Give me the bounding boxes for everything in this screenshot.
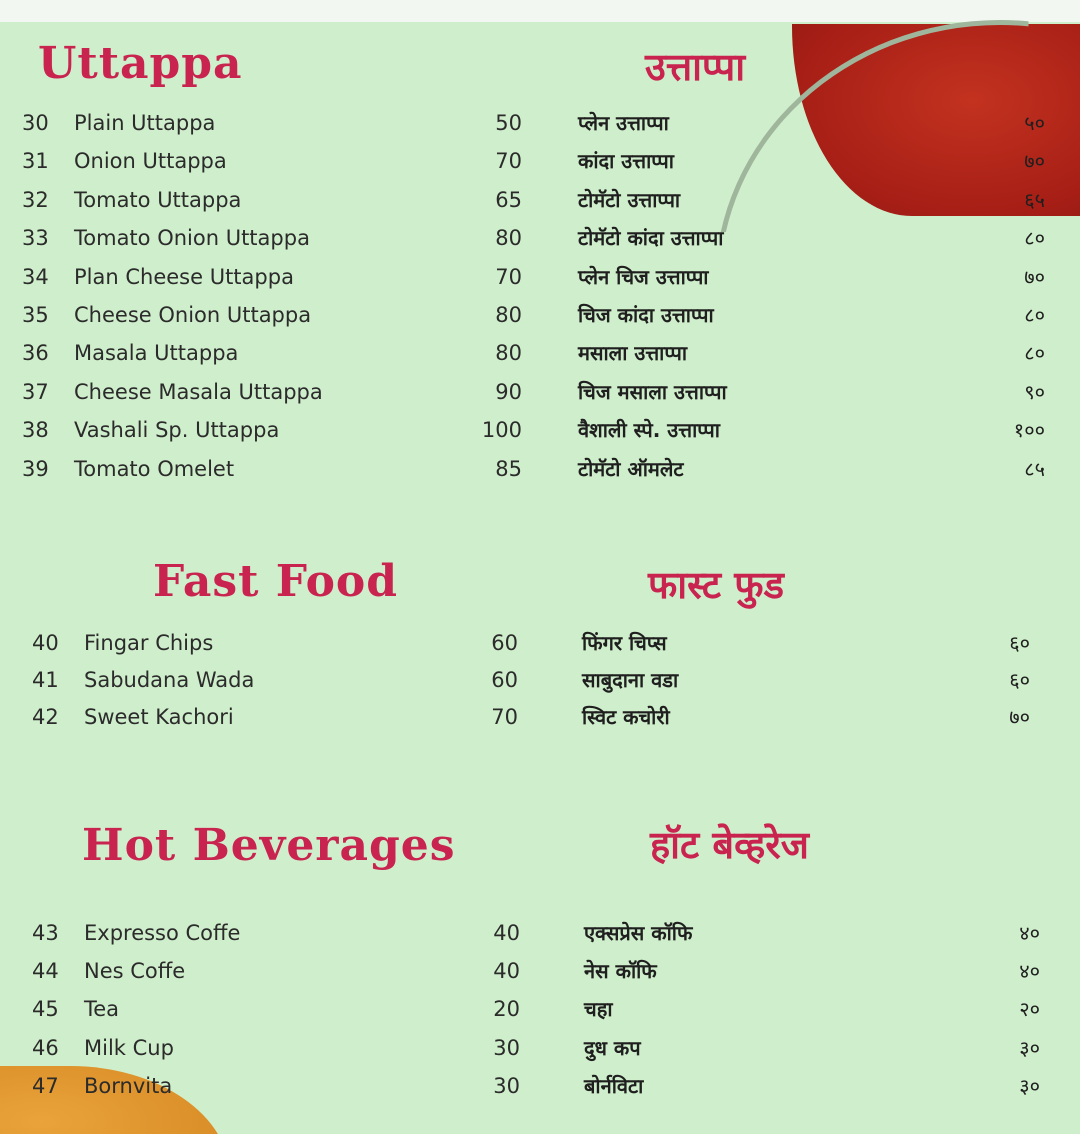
item-price: 60 bbox=[491, 668, 518, 692]
item-price-marathi: २० bbox=[1019, 997, 1040, 1022]
menu-item-row bbox=[0, 223, 1080, 253]
item-price-marathi: ८० bbox=[1024, 303, 1045, 327]
item-name-marathi: कांदा उत्ताप्पा bbox=[578, 149, 674, 174]
item-name: Cheese Masala Uttappa bbox=[74, 379, 323, 404]
menu-item-row bbox=[0, 918, 1080, 948]
item-price-marathi: ३० bbox=[1019, 1035, 1040, 1060]
item-price: 30 bbox=[493, 1073, 520, 1098]
item-name-marathi: चिज कांदा उत्ताप्पा bbox=[578, 303, 714, 327]
item-price-marathi: ८० bbox=[1024, 341, 1045, 366]
item-name: Fingar Chips bbox=[84, 631, 214, 655]
item-name: Tomato Omelet bbox=[74, 456, 235, 481]
item-name-marathi: टोमॅटो ऑमलेट bbox=[578, 456, 684, 481]
section-title-fast-food: Fast Food bbox=[153, 556, 399, 607]
item-number: 44 bbox=[32, 959, 59, 984]
menu-item-row bbox=[0, 300, 1080, 330]
menu-item-row bbox=[0, 1071, 1080, 1101]
item-price-marathi: ८५ bbox=[1024, 456, 1045, 481]
item-number: 35 bbox=[22, 303, 49, 327]
item-name: Tea bbox=[84, 997, 120, 1022]
item-number: 32 bbox=[22, 187, 49, 212]
menu-item-row bbox=[0, 185, 1080, 215]
item-name: Expresso Coffe bbox=[84, 921, 241, 945]
item-price: 100 bbox=[481, 418, 522, 443]
menu-item-row bbox=[0, 108, 1080, 138]
item-price-marathi: ३० bbox=[1019, 1073, 1040, 1098]
item-price: 40 bbox=[493, 921, 520, 945]
section-title-hot-beverages: Hot Beverages bbox=[82, 820, 456, 871]
item-name-marathi: प्लेन उत्ताप्पा bbox=[578, 111, 669, 135]
item-name: Vashali Sp. Uttappa bbox=[74, 418, 280, 443]
item-name-marathi: चिज मसाला उत्ताप्पा bbox=[578, 379, 727, 404]
item-name-marathi: साबुदाना वडा bbox=[582, 668, 679, 692]
item-name: Plan Cheese Uttappa bbox=[74, 264, 294, 289]
item-price-marathi: ४० bbox=[1019, 921, 1040, 945]
item-price: 50 bbox=[495, 111, 522, 135]
item-price: 60 bbox=[491, 631, 518, 655]
item-name-marathi: चहा bbox=[584, 997, 613, 1022]
item-price: 65 bbox=[495, 187, 522, 212]
item-number: 45 bbox=[32, 997, 59, 1022]
item-number: 33 bbox=[22, 226, 49, 251]
item-name: Tomato Uttappa bbox=[74, 187, 242, 212]
item-price-marathi: ७० bbox=[1009, 705, 1030, 729]
item-price: 80 bbox=[495, 226, 522, 251]
item-price: 90 bbox=[495, 379, 522, 404]
menu-item-row bbox=[0, 665, 1080, 695]
item-name: Milk Cup bbox=[84, 1035, 174, 1060]
menu-item-row bbox=[0, 994, 1080, 1024]
item-price: 40 bbox=[493, 959, 520, 984]
section-title-fast-food-marathi: फास्ट फुड bbox=[648, 563, 784, 607]
item-name: Sweet Kachori bbox=[84, 705, 234, 729]
item-name: Cheese Onion Uttappa bbox=[74, 303, 312, 327]
item-number: 46 bbox=[32, 1035, 59, 1060]
menu-item-row bbox=[0, 628, 1080, 658]
item-name-marathi: मसाला उत्ताप्पा bbox=[578, 341, 688, 366]
item-price: 80 bbox=[495, 303, 522, 327]
item-price-marathi: ७० bbox=[1024, 264, 1045, 289]
item-number: 39 bbox=[22, 456, 49, 481]
item-name: Plain Uttappa bbox=[74, 111, 216, 135]
item-name-marathi: एक्सप्रेस कॉफि bbox=[584, 921, 693, 945]
item-price: 70 bbox=[491, 705, 518, 729]
item-price-marathi: ४० bbox=[1019, 959, 1040, 984]
item-price-marathi: ६५ bbox=[1024, 187, 1045, 212]
item-price: 80 bbox=[495, 341, 522, 366]
item-number: 31 bbox=[22, 149, 49, 174]
item-number: 40 bbox=[32, 631, 59, 655]
item-price-marathi: ६० bbox=[1009, 631, 1030, 655]
item-number: 37 bbox=[22, 379, 49, 404]
top-strip bbox=[0, 0, 1080, 22]
item-name-marathi: प्लेन चिज उत्ताप्पा bbox=[578, 264, 709, 289]
item-name: Tomato Onion Uttappa bbox=[74, 226, 310, 251]
item-name: Masala Uttappa bbox=[74, 341, 239, 366]
section-title-uttappa: Uttappa bbox=[38, 38, 243, 89]
menu-item-row bbox=[0, 415, 1080, 445]
item-number: 30 bbox=[22, 111, 49, 135]
item-name-marathi: टोमॅटो कांदा उत्ताप्पा bbox=[578, 226, 724, 251]
menu-item-row bbox=[0, 262, 1080, 292]
item-name-marathi: बोर्नविटा bbox=[584, 1073, 644, 1098]
menu-item-row bbox=[0, 454, 1080, 484]
item-number: 41 bbox=[32, 668, 59, 692]
item-price: 70 bbox=[495, 149, 522, 174]
item-name-marathi: फिंगर चिप्स bbox=[582, 631, 667, 655]
menu-item-row bbox=[0, 702, 1080, 732]
item-name-marathi: नेस कॉफि bbox=[584, 959, 657, 984]
item-price-marathi: ६० bbox=[1009, 668, 1030, 692]
menu-item-row bbox=[0, 377, 1080, 407]
item-name: Nes Coffe bbox=[84, 959, 186, 984]
item-price: 20 bbox=[493, 997, 520, 1022]
menu-item-row bbox=[0, 146, 1080, 176]
item-price: 85 bbox=[495, 456, 522, 481]
menu-item-row bbox=[0, 338, 1080, 368]
item-number: 34 bbox=[22, 264, 49, 289]
menu-item-row bbox=[0, 956, 1080, 986]
item-number: 47 bbox=[32, 1073, 59, 1098]
item-name-marathi: दुध कप bbox=[584, 1035, 641, 1060]
item-price-marathi: ८० bbox=[1024, 226, 1045, 251]
item-price: 70 bbox=[495, 264, 522, 289]
section-title-hot-beverages-marathi: हॉट बेव्हरेज bbox=[650, 823, 809, 867]
item-price-marathi: ५० bbox=[1024, 111, 1045, 135]
item-price-marathi: ७० bbox=[1024, 149, 1045, 174]
item-number: 42 bbox=[32, 705, 59, 729]
item-name: Sabudana Wada bbox=[84, 668, 255, 692]
item-name-marathi: स्विट कचोरी bbox=[582, 705, 670, 729]
item-name-marathi: टोमॅटो उत्ताप्पा bbox=[578, 187, 681, 212]
item-name: Onion Uttappa bbox=[74, 149, 227, 174]
item-price-marathi: १०० bbox=[1013, 418, 1045, 443]
item-number: 43 bbox=[32, 921, 59, 945]
item-name-marathi: वैशाली स्पे. उत्ताप्पा bbox=[578, 418, 720, 443]
section-title-uttappa-marathi: उत्ताप्पा bbox=[645, 45, 746, 89]
item-price: 30 bbox=[493, 1035, 520, 1060]
item-number: 36 bbox=[22, 341, 49, 366]
item-price-marathi: ९० bbox=[1024, 379, 1045, 404]
item-name: Bornvita bbox=[84, 1073, 173, 1098]
menu-item-row bbox=[0, 1033, 1080, 1063]
item-number: 38 bbox=[22, 418, 49, 443]
